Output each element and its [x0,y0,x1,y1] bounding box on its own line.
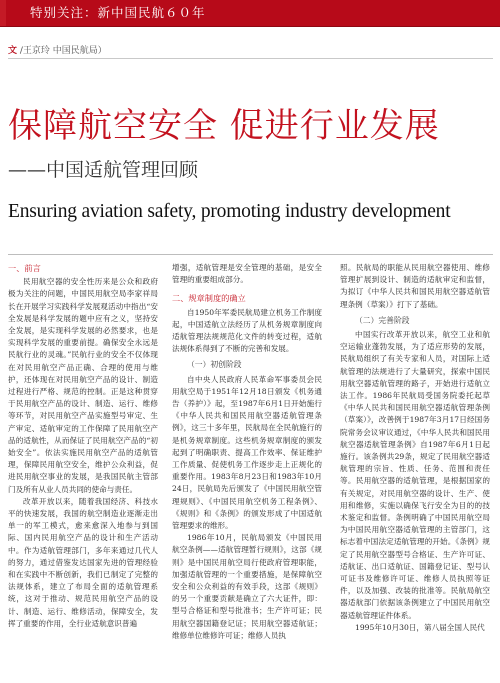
byline-author: /王京玲 中国民航局） [19,46,107,56]
article-subtitle: ——中国适航管理回顾 [8,159,199,181]
byline-divider [8,58,493,59]
section-label: 特别关注：新中国民航６０年 [30,5,206,20]
english-title: Ensuring aviation safety, promoting industry development [8,201,451,222]
article-title: 保障航空安全 促进行业发展 [8,106,440,146]
paragraph-continued: 照。民航局的职能从民用航空器使用、维修管理扩展到设计、制造的适航审定和监督，为拟订《中华人民共和国民用航空器适航管理条例（草案）》打下了基础。 [340,263,490,309]
body-divider [8,254,493,255]
header-corner-mark [0,0,6,26]
text-column-3 [340,262,490,680]
paragraph: 中国实行改革开放以来，航空工业和航空运输业蓬勃发展，为了适应形势的发展，民航局组织了有关专家和人员，对国际上适航管理的法规进行了大量研究，探索中国民用航空器适航管理的路子，开始进行适航立法工作。1986年民航局受国务院委托起草《中华人民共和国民用航空器适航管理条例（草案）》，改善例于1987年3月17日经国务院常务会议审议通过，《中华人民共和国民用航空器适航管理条例》自1987年6月1日起施行。该条例共29条，规定了民用航空器适航管理的宗旨、性质、任务、范围和责任等。民用航空器的适航管理，是根据国家的有关规定，对民用航空器的设计、生产、使用和维修，实施以确保飞行安全为目的的技术鉴定和监督。条例明确了中国民用航空局为中国民用航空器适航管理的主管部门，这标志着中国法定适航管理的开始。《条例》规定了民用航空器型号合格证、生产许可证、适航证、出口适航证、国籍登记证、型号认可证书及维修许可证、维修人员执照等证件，以及加强、改装的批准等。民航局航空器适航部门依据该条例建立了中国民用航空器适航管理证件体系。 [340,330,490,620]
text-column-2 [172,262,322,680]
byline-prefix: 文 [8,46,18,56]
paragraph-continued: 增强，适航管理是安全管理的基础，是安全管理的重要组成部分。 [172,263,322,285]
section-header-bar [0,0,500,27]
paragraph: 民用航空器的安全性历来是公众和政府极为关注的问题，中国民用航空局李家祥局长在开展学习实践科学发展观活动中指出“安全发展是科学发展的题中应有之义，坚持安全发展，是实现科学发展的必然要求，也是实现科学发展的重要前提。确保安全永远是民航行业的灵魂。”民航行业的安全不仅体现在对民用航空产品正确、合理的使用与维护，还体现在对民用航空产品的设计、制造过程进行严格、规范的控制。正是这种贯穿于民用航空产品的设计、制造、运行、维修等环节，对民用航空产品实施型号审定、生产审定、适航审定的工作保障了民用航空产品的适航性，从而保证了民用航空产品的“初始安全”。依法实施民用航空产品的适航管理，保障民用航空安全，维护公众利益，促进民用航空事业的发展，是我国民航主管部门及所有从业人员共同的使命与责任。 [8,277,158,494]
paragraph: 1986年10月，民航局颁发《中国民用航空条例——适航管理暂行规则》，这部《规则》是中国民用航空局行使政府管理职能，加强适航管理的一个重要措施，是保障航空安全和公众利益的有效手段，这部《规则》的另一个重要贡献是确立了六大证件，即：型号合格证和型号批准书；生产许可证；民用航空器国籍登记证；民用航空器适航证；维修单位维修许可证；维修人员执 [172,533,322,640]
section-heading-intro: 一、前言 [8,263,41,273]
paragraph: 1995年10月30日，第八届全国人民代 [355,622,485,632]
text-column-1 [8,262,158,680]
paragraph: 改革开放以来，随着我国经济、科技水平的快速发展，我国的航空制造业逐渐走出单一的军工模式，愈来愈深入地参与到国际、国内民用航空产品的设计和生产活动中。作为适航管理部门，多年来通过几代人的努力，通过借鉴发达国家先进的管理经验和在实践中不断创新，我们已制定了完整的法规体系，建立了布局全面的适航管理系统，这对于推动、规范民用航空产品的设计、制造、运行、维修活动，保障安全，发挥了重要的作用，全行业适航意识普遍 [8,496,158,628]
subsection-heading-improvement: （二）完善阶段 [355,315,410,325]
subsection-heading-initial: （一）初创阶段 [187,360,242,370]
paragraph: 自1950年军委民航局建立机务工作制度起，中国适航立法经历了从机务规章制度向适航管理法规规范化文件的转变过程，适航法规体系得到了不断的完善和发展。 [172,307,322,354]
paragraph: 自中央人民政府人民革命军事委员会民用航空局于1951年12月18日颁发《机务通告（养护）》起，至1987年6月1日开始施行《中华人民共和国民用航空器适航管理条例》，这三十多年里，民航局在全民航施行的是机务规章制度。这些机务规章制度的颁发起到了明确职责、提高工作效率、保证维护工作质量、促使机务工作逐步走上正规化的重要作用。1983年8月23日和1983年10月24日，民航局先后颁发了《中国民用航空管理规则》、《中国民用航空机务工程条例》、《规则》和《条例》的颁发形成了中国适航管理要求的维形。 [172,374,322,531]
section-heading-regulations: 二、规章制度的确立 [172,293,246,304]
byline [8,43,107,56]
